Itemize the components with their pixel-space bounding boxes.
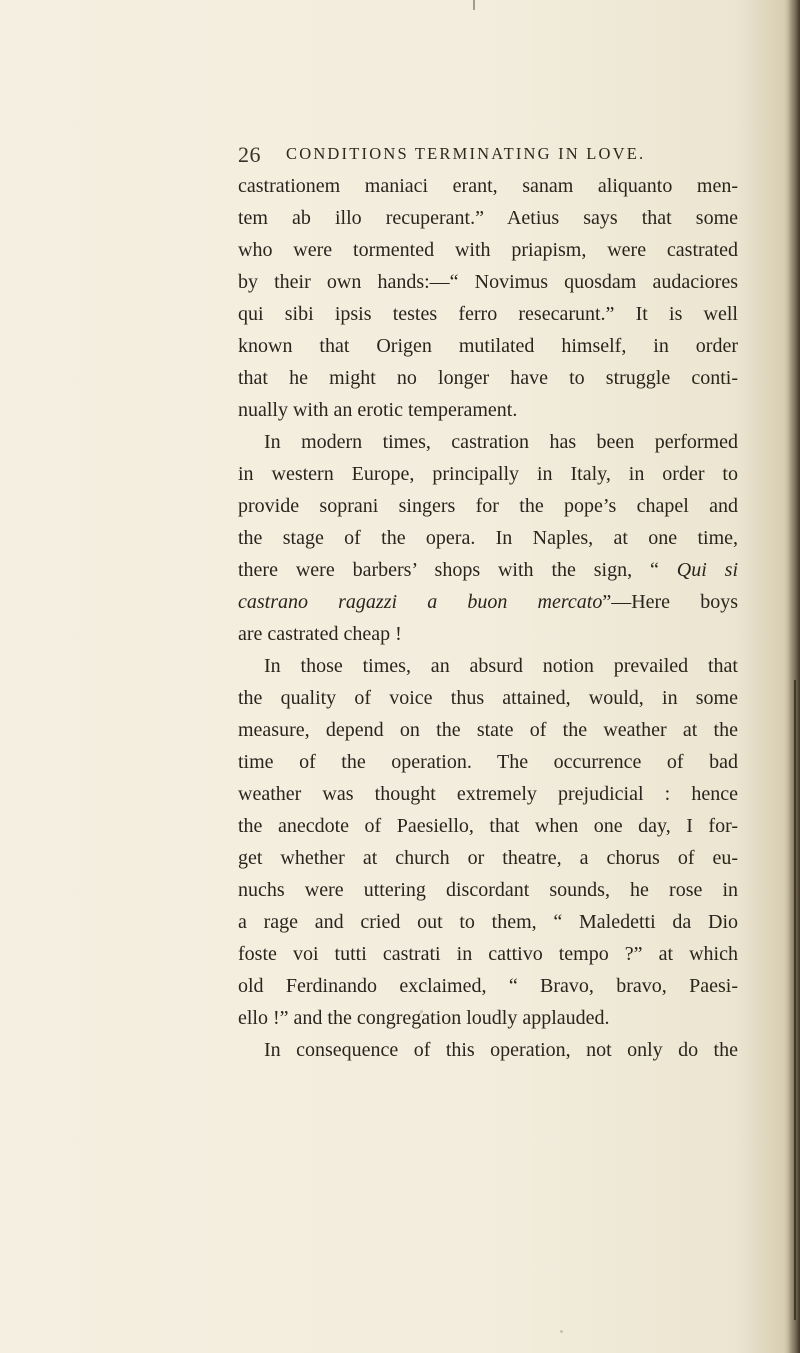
text-run: time of the operation. The occurrence of bad [238,751,738,773]
text-run: the anecdote of Paesiello, that when one day, I for- [238,815,738,837]
page-number: 26 [238,142,261,167]
text-line [238,394,738,426]
text-run: a rage and cried out to them, “ Maledetti da Dio [238,911,738,933]
text-line [238,362,738,394]
text-line [238,874,738,906]
text-run: In consequence of this operation, not only do the [264,1039,738,1061]
paragraph-first-line [238,650,738,682]
running-head: CONDITIONS TERMINATING IN LOVE. [286,144,646,163]
text-line [238,938,738,970]
text-line [238,202,738,234]
paragraph-first-line [238,426,738,458]
text-run: are castrated cheap ! [238,623,402,645]
text-run: In modern times, castration has been performed [264,431,738,453]
top-margin-mark [473,0,475,10]
page-edge-line [794,680,796,1320]
text-line [238,458,738,490]
text-line [238,234,738,266]
text-line [238,778,738,810]
text-line [238,554,738,586]
text-line [238,842,738,874]
text-run: nually with an erotic temperament. [238,399,518,421]
text-line [238,970,738,1002]
text-line [238,586,738,618]
text-run: castrationem maniaci erant, sanam aliquanto men- [238,175,738,197]
text-run: by their own hands:—“ Novimus quosdam audaciores [238,271,738,293]
text-run: in western Europe, principally in Italy, in order to [238,463,738,485]
text-run: ello !” and the congregation loudly applauded. [238,1007,610,1029]
body-text [238,170,738,1066]
text-run: In those times, an absurd notion prevailed that [264,655,738,677]
text-line [238,714,738,746]
text-run: the stage of the opera. In Naples, at one time, [238,527,738,549]
text-run: that he might no longer have to struggle conti- [238,367,738,389]
text-run: weather was thought extremely prejudicial : hence [238,783,738,805]
text-run: get whether at church or theatre, a chorus of eu- [238,847,738,869]
text-run: nuchs were uttering discordant sounds, he rose in [238,879,738,901]
text-line [238,810,738,842]
text-run: qui sibi ipsis testes ferro resecarunt.” It is well [238,303,738,325]
text-run: ”—Here boys [602,591,738,613]
text-run: foste voi tutti castrati in cattivo tempo ?” at which [238,943,738,965]
text-run: old Ferdinando exclaimed, “ Bravo, bravo, Paesi- [238,975,738,997]
text-line [238,298,738,330]
text-line [238,170,738,202]
text-line [238,682,738,714]
paper-speck [560,1330,563,1333]
text-run: there were barbers’ shops with the sign, “ [238,559,677,581]
text-run: the quality of voice thus attained, would, in some [238,687,738,709]
text-line [238,906,738,938]
text-run: known that Origen mutilated himself, in order [238,335,738,357]
text-line [238,618,738,650]
text-run: tem ab illo recuperant.” Aetius says that some [238,207,738,229]
text-line [238,266,738,298]
paper-speck [600,470,603,473]
text-line [238,330,738,362]
text-line [238,746,738,778]
text-line [238,490,738,522]
italic-phrase: castrano ragazzi a buon mercato [238,591,603,613]
italic-phrase: Qui si [676,559,738,581]
text-line [238,522,738,554]
text-run: provide soprani singers for the pope’s chapel and [238,495,738,517]
text-run: who were tormented with priapism, were castrated [238,239,738,261]
page-header [0,142,800,172]
text-line [238,1002,738,1034]
paragraph-first-line [238,1034,738,1066]
paper-speck [420,1010,423,1013]
text-run: measure, depend on the state of the weather at the [238,719,738,741]
